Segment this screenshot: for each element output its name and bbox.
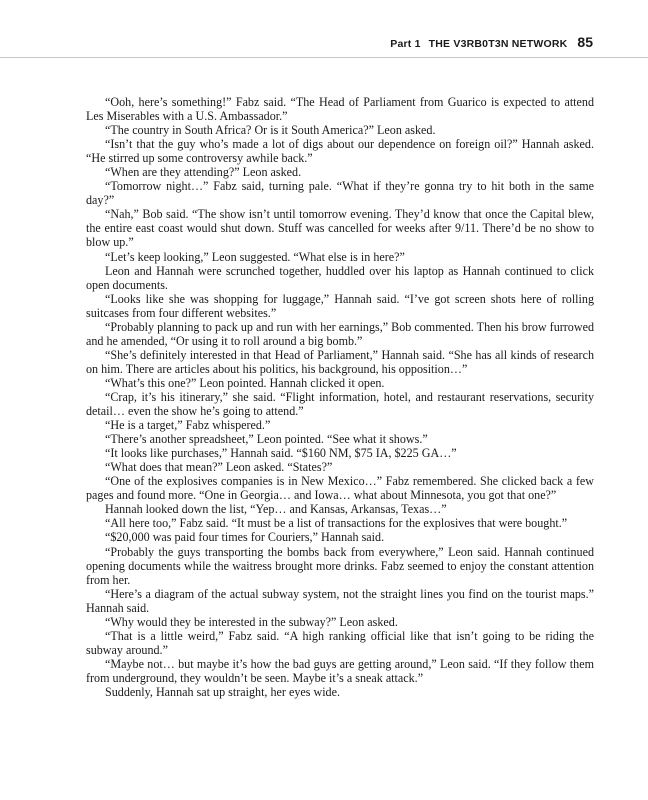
paragraph: Hannah looked down the list, “Yep… and Kansas, Arkansas, Texas…” [105, 502, 447, 517]
paragraph: “Probably the guys transporting the bombs back from everywhere,” Leon said. Hannah continued opening documents while the waitress brought more drinks. Fabz seemed to enjoy the constant attention from her. [86, 544, 594, 587]
header-chapter-title: THE V3RB0T3N NETWORK [428, 38, 568, 50]
paragraph: “Let’s keep looking,” Leon suggested. “What else is in here?” [105, 249, 405, 264]
paragraph: “She’s definitely interested in that Head of Parliament,” Hannah said. “She has all kinds of research on him. There are articles about his politics, his background, his opposition…” [86, 347, 594, 376]
paragraph: “That is a little weird,” Fabz said. “A high ranking official like that isn’t going to be riding the subway around.” [86, 628, 594, 657]
paragraph: “What’s this one?” Leon pointed. Hannah clicked it open. [105, 375, 385, 390]
paragraph: “Maybe not… but maybe it’s how the bad guys are getting around,” Leon said. “If they follow them from underground, they wouldn’t be seen. Maybe it’s a sneak attack.” [86, 656, 594, 685]
paragraph: “All here too,” Fabz said. “It must be a list of transactions for the explosives that were bought.” [105, 516, 568, 531]
paragraph: “Here’s a diagram of the actual subway system, not the straight lines you find on the tourist maps.” Hannah said. [86, 586, 594, 615]
paragraph: “There’s another spreadsheet,” Leon pointed. “See what it shows.” [105, 432, 428, 447]
header-rule [0, 57, 648, 58]
header-part: Part 1 [390, 38, 421, 50]
paragraph: “Isn’t that the guy who’s made a lot of digs about our dependence on foreign oil?” Hannah asked. “He stirred up some controversy awhile back.” [86, 137, 594, 166]
paragraph: “Crap, it’s his itinerary,” she said. “Flight information, hotel, and restaurant reservations, security detail… even the show he’s going to attend.” [86, 389, 594, 419]
paragraph: “Probably planning to pack up and run with her earnings,” Bob commented. Then his brow furrowed and he amended, “Or using it to roll around a big bomb.” [86, 319, 594, 348]
paragraph: “What does that mean?” Leon asked. “States?” [105, 460, 333, 475]
body-text [86, 95, 594, 699]
paragraph: “It looks like purchases,” Hannah said. “$160 NM, $75 IA, $225 GA…” [105, 446, 457, 461]
paragraph: Suddenly, Hannah sat up straight, her eyes wide. [105, 684, 340, 699]
paragraph: “Looks like she was shopping for luggage,” Hannah said. “I’ve got screen shots here of rolling suitcases from four different websites.” [86, 291, 594, 320]
paragraph: “He is a target,” Fabz whispered.” [105, 418, 271, 433]
paragraph: “Tomorrow night…” Fabz said, turning pale. “What if they’re gonna try to hit both in the same day?” [86, 179, 594, 208]
running-header [390, 34, 593, 50]
paragraph: “The country in South Africa? Or is it South America?” Leon asked. [105, 123, 436, 138]
paragraph: “Why would they be interested in the subway?” Leon asked. [105, 614, 398, 629]
paragraph: “Nah,” Bob said. “The show isn’t until tomorrow evening. They’d know that once the Capital blew, the entire east coast would shut down. Stuff was cancelled for weeks after 9/11. There’d be no show to blow up.” [86, 207, 594, 250]
paragraph: “One of the explosives companies is in New Mexico…” Fabz remembered. She clicked back a few pages and found more. “One in Georgia… and Iowa… what about Minnesota, you got that one?” [86, 474, 594, 503]
page-number: 85 [577, 34, 593, 50]
paragraph: “When are they attending?” Leon asked. [105, 165, 302, 180]
paragraph: “Ooh, here’s something!” Fabz said. “The Head of Parliament from Guarico is expected to attend Les Miserables with a U.S. Ambassador.” [86, 95, 594, 124]
paragraph: Leon and Hannah were scrunched together, huddled over his laptop as Hannah continued to click open documents. [86, 263, 594, 292]
paragraph: “$20,000 was paid four times for Couriers,” Hannah said. [105, 530, 385, 545]
